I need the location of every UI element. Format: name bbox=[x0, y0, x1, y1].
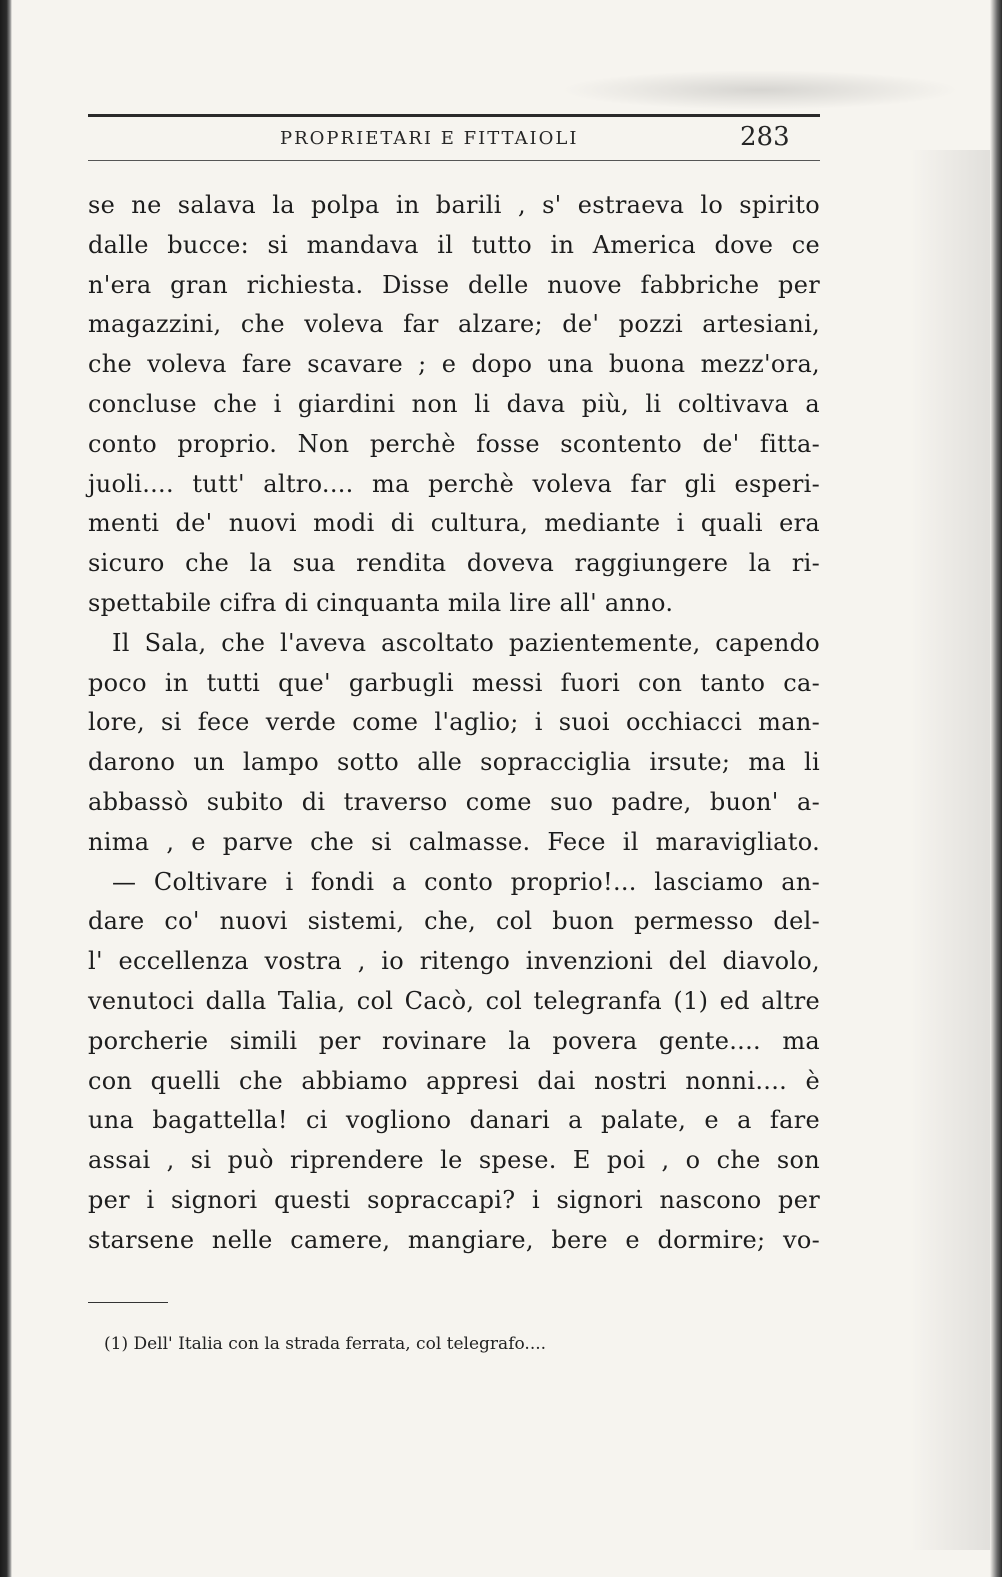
text-line: una bagattella! ci vogliono danari a palate, e a fare bbox=[88, 1106, 820, 1135]
text-line: starsene nelle camere, mangiare, bere e dormire; vo- bbox=[88, 1225, 820, 1254]
text-line: menti de' nuovi modi di cultura, mediante i quali era bbox=[88, 509, 820, 538]
text-line: lore, si fece verde come l'aglio; i suoi occhiacci man- bbox=[88, 708, 820, 737]
page-number: 283 bbox=[740, 122, 790, 152]
text-line: darono un lampo sotto alle sopracciglia irsute; ma li bbox=[88, 748, 820, 777]
header-rule-bottom bbox=[88, 160, 820, 161]
text-line: abbassò subito di traverso come suo padre, buon' a- bbox=[88, 787, 820, 816]
text-line: porcherie simili per rovinare la povera gente.... ma bbox=[88, 1026, 820, 1055]
text-line: dalle bucce: si mandava il tutto in America dove ce bbox=[88, 230, 820, 259]
text-line: Il Sala, che l'aveva ascoltato pazientemente, capendo bbox=[112, 628, 820, 657]
text-line: per i signori questi sopraccapi? i signori nascono per bbox=[88, 1185, 820, 1214]
page-edge-shadow bbox=[990, 0, 1002, 1577]
header-rule-top bbox=[88, 114, 820, 117]
text-line: conto proprio. Non perchè fosse scontento de' fitta- bbox=[88, 429, 820, 458]
running-title: PROPRIETARI E FITTAIOLI bbox=[280, 128, 579, 149]
text-line: juoli.... tutt' altro.... ma perchè voleva far gli esperi- bbox=[88, 469, 820, 498]
page-binding-shadow bbox=[0, 0, 12, 1577]
text-line: n'era gran richiesta. Disse delle nuove fabbriche per bbox=[88, 270, 820, 299]
footnote-rule bbox=[88, 1302, 168, 1303]
text-line: venutoci dalla Talia, col Cacò, col telegranfa (1) ed altre bbox=[88, 986, 820, 1015]
body-text bbox=[88, 186, 820, 1261]
text-line: dare co' nuovi sistemi, che, col buon permesso del- bbox=[88, 907, 820, 936]
text-line: con quelli che abbiamo appresi dai nostri nonni.... è bbox=[88, 1066, 820, 1095]
footnote: (1) Dell' Italia con la strada ferrata, col telegrafo.... bbox=[104, 1334, 547, 1354]
text-line: sicuro che la sua rendita doveva raggiungere la ri- bbox=[88, 549, 820, 578]
text-line: — Coltivare i fondi a conto proprio!... lasciamo an- bbox=[112, 867, 820, 896]
paper-stain bbox=[560, 70, 960, 110]
paper-stain-right bbox=[910, 150, 990, 1550]
text-line: assai , si può riprendere le spese. E poi , o che son bbox=[88, 1146, 820, 1175]
text-line: magazzini, che voleva far alzare; de' pozzi artesiani, bbox=[88, 310, 820, 339]
text-line: se ne salava la polpa in barili , s' estraeva lo spirito bbox=[88, 191, 820, 219]
text-line: che voleva fare scavare ; e dopo una buona mezz'ora, bbox=[88, 350, 820, 379]
text-line: spettabile cifra di cinquanta mila lire all' anno. bbox=[88, 588, 674, 617]
text-line: nima , e parve che si calmasse. Fece il maravigliato. bbox=[88, 827, 820, 856]
text-line: l' eccellenza vostra , io ritengo invenzioni del diavolo, bbox=[88, 947, 820, 976]
text-line: poco in tutti que' garbugli messi fuori con tanto ca- bbox=[88, 668, 820, 697]
text-line: concluse che i giardini non li dava più, li coltivava a bbox=[88, 389, 820, 418]
